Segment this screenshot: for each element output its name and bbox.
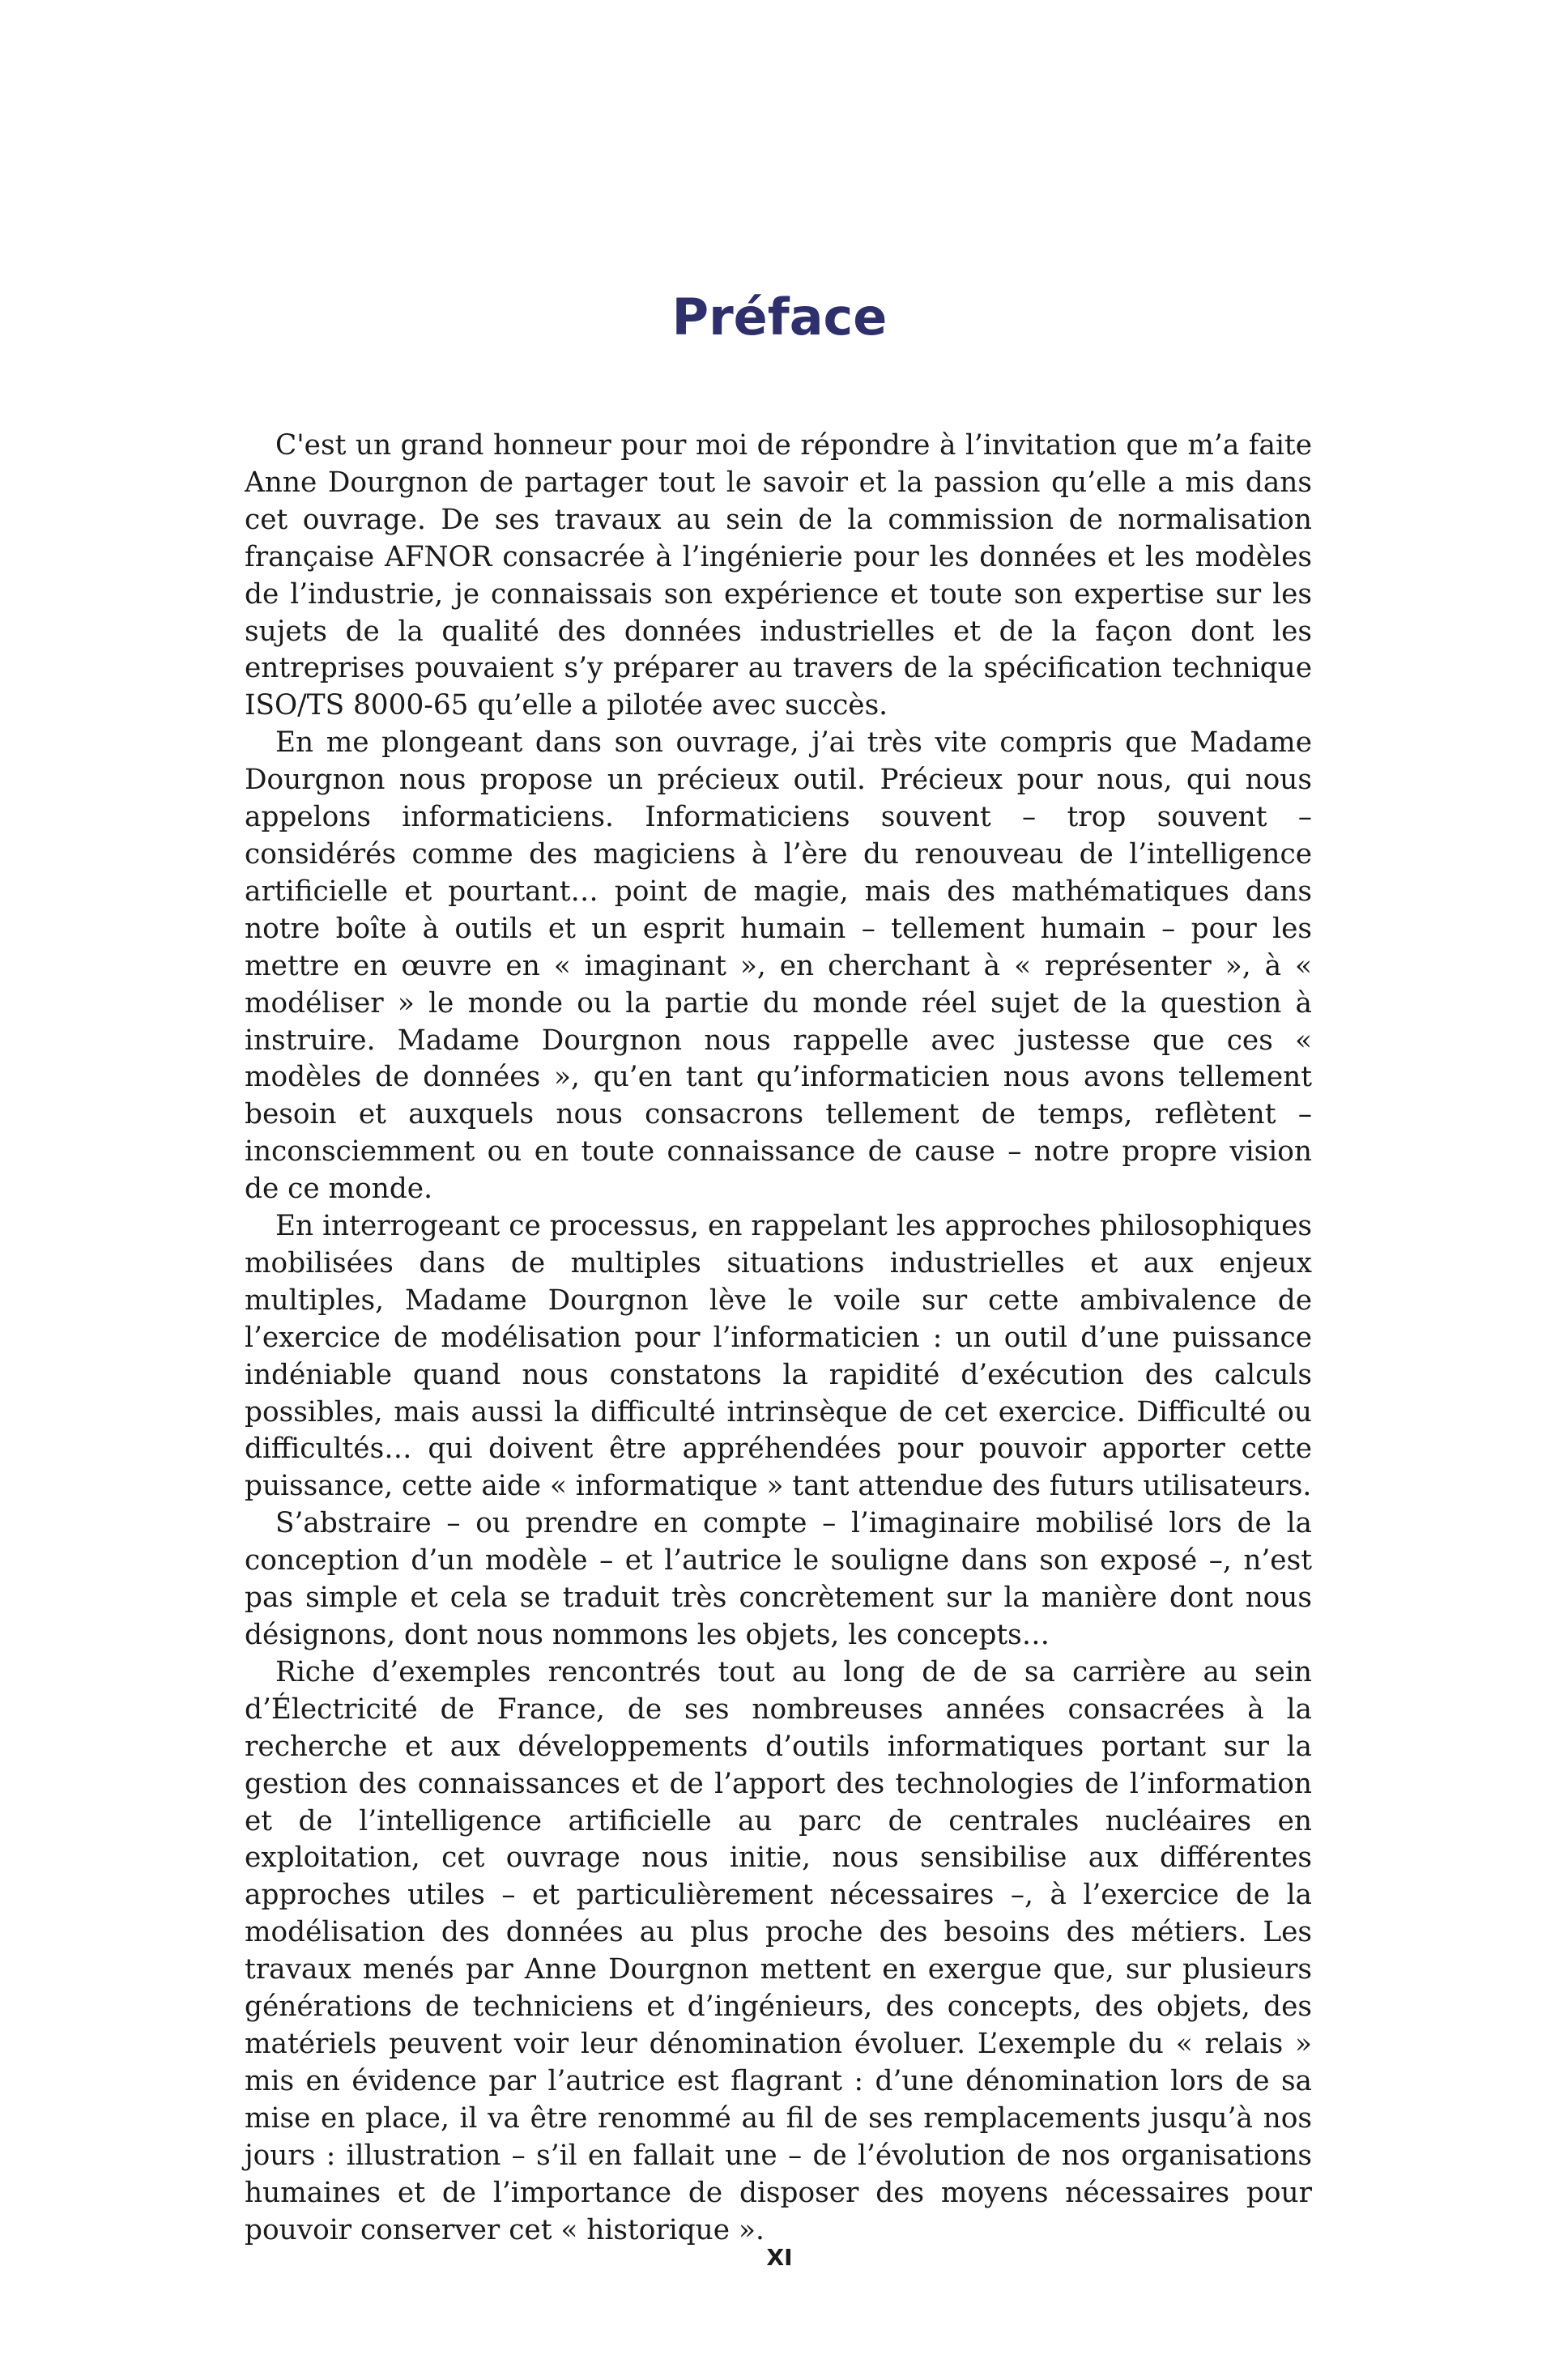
paragraph-2: En me plongeant dans son ouvrage, j’ai très vite compris que Madame Dourgnon nous propose un précieux outil. Précieux pour nous, qui nous appelons informaticiens. Informaticiens souvent – trop souvent – considérés comme des magiciens à l’ère du renouveau de l’intelligence artificielle et pourtant… point de magie, mais des mathématiques dans notre boîte à outils et un esprit humain – tellement humain – pour les mettre en œuvre en « imaginant », en cherchant à « représenter », à « modéliser » le monde ou la partie du monde réel sujet de la question à instruire. Madame Dourgnon nous rappelle avec justesse que ces « modèles de données », qu’en tant qu’informaticien nous avons tellement besoin et auxquels nous consacrons tellement de temps, reflètent – inconsciemment ou en toute connaissance de cause – notre propre vision de ce monde. xyxy=(245,726,1312,1206)
page-title: Préface xyxy=(671,287,888,347)
preface-body xyxy=(245,428,1312,2249)
page-number: XI xyxy=(766,2244,793,2271)
paragraph-3: En interrogeant ce processus, en rappelant les approches philosophiques mobilisées dans de multiples situations industrielles et aux enjeux multiples, Madame Dourgnon lève le voile sur cette ambivalence de l’exercice de modélisation pour l’informaticien : un outil d’une puissance indéniable quand nous constatons la rapidité d’exécution des calculs possibles, mais aussi la difficulté intrinsèque de cet exercice. Difficulté ou difficultés… qui doivent être appréhendées pour pouvoir apporter cette puissance, cette aide « informatique » tant attendue des futurs utilisateurs. xyxy=(245,1210,1312,1503)
paragraph-4: S’abstraire – ou prendre en compte – l’imaginaire mobilisé lors de la conception d’un modèle – et l’autrice le souligne dans son exposé –, n’est pas simple et cela se traduit très concrètement sur la manière dont nous désignons, dont nous nommons les objets, les concepts… xyxy=(245,1507,1312,1651)
paragraph-5: Riche d’exemples rencontrés tout au long de de sa carrière au sein d’Électricité de France, de ses nombreuses années consacrées à la recherche et aux développements d’outils informatiques portant sur la gestion des connaissances et de l’apport des technologies de l’information et de l’intelligence artificielle au parc de centrales nucléaires en exploitation, cet ouvrage nous initie, nous sensibilise aux différentes approches utiles – et particulièrement nécessaires –, à l’exercice de la modélisation des données au plus proche des besoins des métiers. Les travaux menés par Anne Dourgnon mettent en exergue que, sur plusieurs générations de techniciens et d’ingénieurs, des concepts, des objets, des matériels peuvent voir leur dénomination évoluer. L’exemple du « relais » mis en évidence par l’autrice est flagrant : d’une dénomination lors de sa mise en place, il va être renommé au fil de ses remplacements jusqu’à nos jours : illustration – s’il en fallait une – de l’évolution de nos organisations humaines et de l’importance de disposer des moyens nécessaires pour pouvoir conserver cet « historique ». xyxy=(245,1655,1312,2246)
paragraph-1: C'est un grand honneur pour moi de répondre à l’invitation que m’a faite Anne Dourgnon de partager tout le savoir et la passion qu’elle a mis dans cet ouvrage. De ses travaux au sein de la commission de normalisation française AFNOR consacrée à l’ingénierie pour les données et les modèles de l’industrie, je connaissais son expérience et toute son expertise sur les sujets de la qualité des données industrielles et de la façon dont les entreprises pouvaient s’y préparer au travers de la spécification technique ISO/TS 8000-65 qu’elle a pilotée avec succès. xyxy=(245,429,1312,722)
